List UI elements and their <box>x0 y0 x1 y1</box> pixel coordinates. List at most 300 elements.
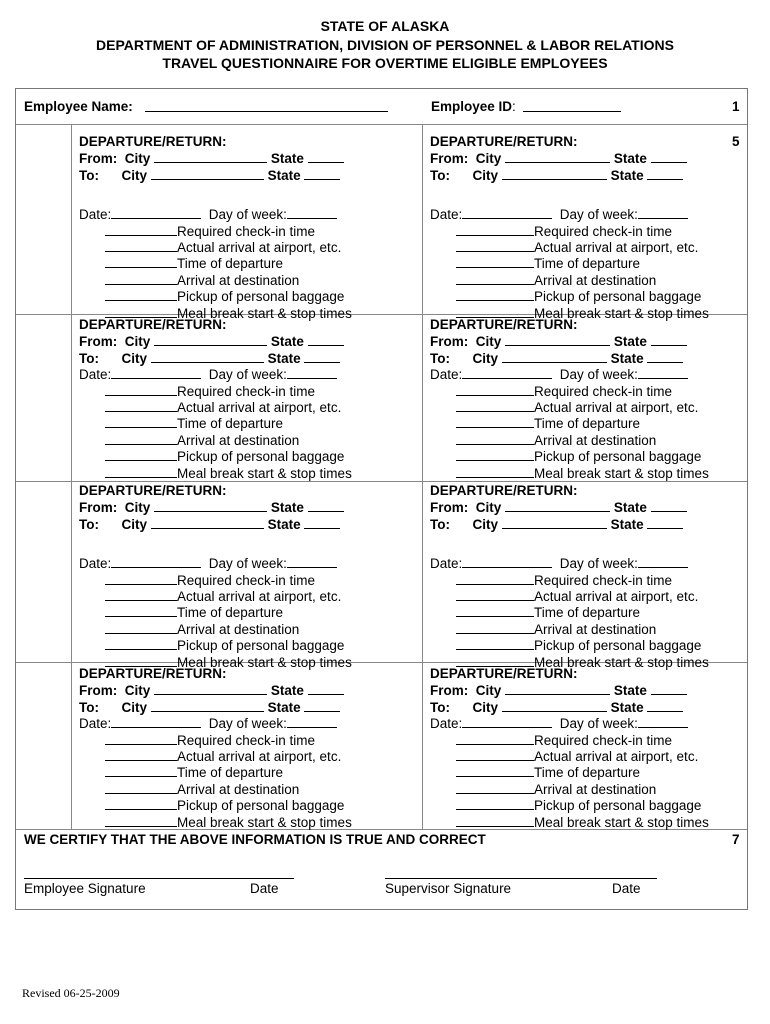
blank-field[interactable] <box>456 399 534 412</box>
blank-field[interactable] <box>456 797 534 810</box>
city-label: City <box>475 334 502 350</box>
trip-item-label: Pickup of personal baggage <box>177 289 345 305</box>
blank-field[interactable] <box>105 305 177 318</box>
blank-field[interactable] <box>308 499 344 512</box>
blank-field[interactable] <box>456 305 534 318</box>
blank-field[interactable] <box>638 206 688 219</box>
divider <box>16 124 747 125</box>
city-label: City <box>121 699 148 715</box>
blank-field[interactable] <box>647 699 683 712</box>
blank-field[interactable] <box>105 255 177 268</box>
trip-item-label: Actual arrival at airport, etc. <box>534 400 699 415</box>
trip-item-label: Pickup of personal baggage <box>534 798 702 814</box>
blank-field[interactable] <box>456 239 534 252</box>
trip-item-line <box>456 272 656 289</box>
blank-field[interactable] <box>462 206 552 219</box>
state-label: State <box>610 516 644 532</box>
blank-field[interactable] <box>505 333 610 346</box>
blank-field[interactable] <box>105 748 177 761</box>
trip-item-label: Required check-in time <box>177 223 316 239</box>
employee-id-field[interactable] <box>523 111 621 112</box>
trip-to-line <box>79 350 340 367</box>
trip-item-line <box>456 781 656 798</box>
trip-item-label: Actual arrival at airport, etc. <box>177 749 342 764</box>
blank-field[interactable] <box>456 604 534 617</box>
blank-field[interactable] <box>304 699 340 712</box>
blank-field[interactable] <box>105 732 177 745</box>
trip-to-line <box>430 350 683 367</box>
trip-heading: DEPARTURE/RETURN: <box>430 666 578 681</box>
trip-item-label: Arrival at destination <box>177 432 300 448</box>
blank-field[interactable] <box>105 383 177 396</box>
blank-field[interactable] <box>111 366 201 379</box>
trip-item-label: Meal break start & stop times <box>177 654 352 670</box>
trip-item-line <box>456 814 709 831</box>
trip-heading: DEPARTURE/RETURN: <box>430 317 578 332</box>
date-label: Date: <box>430 556 463 572</box>
blank-field[interactable] <box>151 167 264 180</box>
city-label: City <box>121 350 148 366</box>
state-label: State <box>613 151 647 167</box>
day-of-week-label: Day of week: <box>559 367 638 383</box>
trip-date-line <box>430 366 688 383</box>
date-label: Date: <box>430 716 463 732</box>
trip-heading: DEPARTURE/RETURN: <box>79 317 227 332</box>
trip-item-line <box>456 621 656 638</box>
blank-field[interactable] <box>456 288 534 301</box>
to-label: To: <box>430 167 450 183</box>
trip-item-label: Required check-in time <box>534 572 673 588</box>
employee-name-field[interactable] <box>145 111 388 112</box>
trip-item-line <box>105 732 315 749</box>
trip-item-label: Arrival at destination <box>177 781 300 797</box>
trip-date-line <box>79 555 337 572</box>
trip-item-line <box>105 255 283 272</box>
trip-item-line <box>456 764 640 781</box>
trip-item-label: Arrival at destination <box>177 621 300 637</box>
column-divider <box>71 124 72 829</box>
trip-from-line <box>430 682 687 699</box>
blank-field[interactable] <box>502 350 607 363</box>
trip-item-label: Meal break start & stop times <box>177 465 352 481</box>
employee-signature-label: Employee Signature <box>24 881 146 896</box>
trip-item-line <box>456 288 701 305</box>
blank-field[interactable] <box>105 797 177 810</box>
blank-field[interactable] <box>151 350 264 363</box>
trip-item-label: Actual arrival at airport, etc. <box>177 239 342 255</box>
trip-item-line <box>105 637 344 654</box>
blank-field[interactable] <box>651 499 687 512</box>
from-label: From: <box>79 334 118 350</box>
blank-field[interactable] <box>308 150 344 163</box>
blank-field[interactable] <box>287 206 337 219</box>
blank-field[interactable] <box>456 621 534 634</box>
trip-item-line <box>105 223 315 240</box>
trip-item-label: Arrival at destination <box>534 781 657 797</box>
blank-field[interactable] <box>456 732 534 745</box>
city-label: City <box>472 350 499 366</box>
supervisor-date-label: Date <box>612 881 641 896</box>
date-label: Date: <box>430 367 463 383</box>
trip-item-label: Required check-in time <box>534 383 673 399</box>
trip-from-line <box>79 333 344 350</box>
from-label: From: <box>430 683 469 699</box>
trip-item-label: Pickup of personal baggage <box>177 798 345 814</box>
trip-item-label: Time of departure <box>534 416 641 432</box>
trip-from-line <box>79 150 344 167</box>
day-of-week-label: Day of week: <box>208 716 287 732</box>
blank-field[interactable] <box>287 715 337 728</box>
day-of-week-label: Day of week: <box>208 367 287 383</box>
trip-item-label: Meal break start & stop times <box>534 465 709 481</box>
employee-name-label: Employee Name: <box>24 99 133 114</box>
trip-item-line <box>456 748 698 765</box>
date-label: Date: <box>79 367 112 383</box>
state-label: State <box>267 516 301 532</box>
trip-item-line <box>456 415 640 432</box>
blank-field[interactable] <box>505 499 610 512</box>
state-label: State <box>613 334 647 350</box>
blank-field[interactable] <box>304 350 340 363</box>
from-label: From: <box>79 500 118 516</box>
blank-field[interactable] <box>151 516 264 529</box>
blank-field[interactable] <box>105 399 177 412</box>
trip-item-label: Meal break start & stop times <box>534 814 709 830</box>
blank-field[interactable] <box>638 715 688 728</box>
blank-field[interactable] <box>111 206 201 219</box>
header-line-3: TRAVEL QUESTIONNAIRE FOR OVERTIME ELIGIBLE EMPLOYEES <box>162 55 608 71</box>
city-label: City <box>475 500 502 516</box>
margin-number-7: 7 <box>732 832 740 847</box>
blank-field[interactable] <box>647 167 683 180</box>
state-label: State <box>270 334 304 350</box>
blank-field[interactable] <box>456 814 534 827</box>
trip-item-line <box>456 604 640 621</box>
city-label: City <box>475 683 502 699</box>
date-label: Date: <box>79 207 112 223</box>
blank-field[interactable] <box>456 572 534 585</box>
trip-to-line <box>430 516 683 533</box>
trip-from-line <box>430 333 687 350</box>
trip-item-label: Meal break start & stop times <box>177 305 352 321</box>
trip-to-line <box>79 699 340 716</box>
state-label: State <box>613 683 647 699</box>
employee-date-label: Date <box>250 881 279 896</box>
state-label: State <box>610 350 644 366</box>
blank-field[interactable] <box>105 415 177 428</box>
trip-item-line <box>105 383 315 400</box>
trip-heading: DEPARTURE/RETURN: <box>79 134 227 149</box>
state-label: State <box>613 500 647 516</box>
trip-item-line <box>456 432 656 449</box>
trip-date-line <box>430 206 688 223</box>
city-label: City <box>124 334 151 350</box>
blank-field[interactable] <box>456 781 534 794</box>
blank-field[interactable] <box>462 555 552 568</box>
header-line-2: DEPARTMENT OF ADMINISTRATION, DIVISION OF PERSONNEL & LABOR RELATIONS <box>96 37 674 53</box>
revised-date: Revised 06-25-2009 <box>22 986 120 1000</box>
day-of-week-label: Day of week: <box>559 716 638 732</box>
blank-field[interactable] <box>651 150 687 163</box>
blank-field[interactable] <box>456 448 534 461</box>
blank-field[interactable] <box>105 272 177 285</box>
trip-item-label: Pickup of personal baggage <box>534 638 702 654</box>
trip-from-line <box>430 150 687 167</box>
blank-field[interactable] <box>456 465 534 478</box>
trip-item-line <box>105 432 299 449</box>
state-label: State <box>270 683 304 699</box>
trip-heading: DEPARTURE/RETURN: <box>430 483 578 498</box>
supervisor-signature-label: Supervisor Signature <box>385 881 512 896</box>
blank-field[interactable] <box>502 167 607 180</box>
trip-from-line <box>430 499 687 516</box>
trip-item-label: Actual arrival at airport, etc. <box>534 749 699 764</box>
from-label: From: <box>79 151 118 167</box>
blank-field[interactable] <box>456 764 534 777</box>
day-of-week-label: Day of week: <box>559 556 638 572</box>
from-label: From: <box>430 334 469 350</box>
blank-field[interactable] <box>462 366 552 379</box>
blank-field[interactable] <box>105 764 177 777</box>
trip-item-line <box>105 764 283 781</box>
trip-item-label: Required check-in time <box>534 732 673 748</box>
trip-item-line <box>456 637 701 654</box>
blank-field[interactable] <box>287 555 337 568</box>
blank-field[interactable] <box>105 465 177 478</box>
day-of-week-label: Day of week: <box>559 207 638 223</box>
blank-field[interactable] <box>456 748 534 761</box>
trip-from-line <box>79 682 344 699</box>
trip-item-line <box>456 255 640 272</box>
to-label: To: <box>430 699 450 715</box>
city-label: City <box>472 699 499 715</box>
city-label: City <box>124 151 151 167</box>
blank-field[interactable] <box>154 682 267 695</box>
trip-item-label: Time of departure <box>177 416 284 432</box>
blank-field[interactable] <box>287 366 337 379</box>
trip-item-label: Time of departure <box>177 605 284 621</box>
blank-field[interactable] <box>651 682 687 695</box>
blank-field[interactable] <box>105 588 177 601</box>
trip-item-line <box>456 732 672 749</box>
trip-item-line <box>105 781 299 798</box>
state-label: State <box>610 167 644 183</box>
trip-item-line <box>105 604 283 621</box>
state-label: State <box>267 699 301 715</box>
trip-item-label: Meal break start & stop times <box>534 305 709 321</box>
blank-field[interactable] <box>456 415 534 428</box>
day-of-week-label: Day of week: <box>208 556 287 572</box>
trip-item-line <box>456 572 672 589</box>
trip-item-line <box>105 621 299 638</box>
blank-field[interactable] <box>456 223 534 236</box>
from-label: From: <box>79 683 118 699</box>
trip-item-label: Arrival at destination <box>534 272 657 288</box>
trip-date-line <box>430 555 688 572</box>
trip-item-label: Meal break start & stop times <box>534 654 709 670</box>
trip-item-line <box>456 588 698 605</box>
blank-field[interactable] <box>308 333 344 346</box>
trip-item-line <box>105 415 283 432</box>
blank-field[interactable] <box>308 682 344 695</box>
trip-item-line <box>105 239 341 256</box>
blank-field[interactable] <box>638 555 688 568</box>
city-label: City <box>121 516 148 532</box>
trip-item-line <box>105 399 341 416</box>
date-label: Date: <box>79 556 112 572</box>
city-label: City <box>124 683 151 699</box>
blank-field[interactable] <box>105 288 177 301</box>
blank-field[interactable] <box>304 167 340 180</box>
trip-item-line <box>456 399 698 416</box>
blank-field[interactable] <box>456 432 534 445</box>
blank-field[interactable] <box>304 516 340 529</box>
trip-item-label: Meal break start & stop times <box>177 814 352 830</box>
trip-item-label: Time of departure <box>534 256 641 272</box>
blank-field[interactable] <box>456 637 534 650</box>
state-label: State <box>270 500 304 516</box>
trip-item-label: Required check-in time <box>177 383 316 399</box>
trip-item-line <box>456 383 672 400</box>
trip-item-label: Time of departure <box>177 765 284 781</box>
column-divider <box>422 124 423 829</box>
city-label: City <box>472 516 499 532</box>
trip-item-line <box>456 239 698 256</box>
blank-field[interactable] <box>105 781 177 794</box>
trip-date-line <box>79 715 337 732</box>
trip-item-line <box>105 748 341 765</box>
blank-field[interactable] <box>111 715 201 728</box>
blank-field[interactable] <box>456 588 534 601</box>
trip-item-line <box>456 223 672 240</box>
to-label: To: <box>79 699 99 715</box>
trip-item-label: Required check-in time <box>177 732 316 748</box>
date-label: Date: <box>430 207 463 223</box>
trip-item-line <box>105 272 299 289</box>
employee-id-label: Employee ID: <box>431 99 516 114</box>
city-label: City <box>124 500 151 516</box>
trip-date-line <box>79 206 337 223</box>
trip-date-line <box>430 715 688 732</box>
blank-field[interactable] <box>151 699 264 712</box>
trip-heading: DEPARTURE/RETURN: <box>430 134 578 149</box>
trip-item-line <box>456 465 709 482</box>
from-label: From: <box>430 151 469 167</box>
trip-item-label: Pickup of personal baggage <box>177 638 345 654</box>
state-label: State <box>267 350 301 366</box>
blank-field[interactable] <box>502 699 607 712</box>
to-label: To: <box>79 350 99 366</box>
trip-item-label: Arrival at destination <box>177 272 300 288</box>
trip-item-label: Actual arrival at airport, etc. <box>534 239 699 255</box>
state-label: State <box>267 167 301 183</box>
blank-field[interactable] <box>105 572 177 585</box>
city-label: City <box>475 151 502 167</box>
city-label: City <box>472 167 499 183</box>
trip-item-label: Arrival at destination <box>534 432 657 448</box>
date-label: Date: <box>79 716 112 732</box>
blank-field[interactable] <box>154 333 267 346</box>
blank-field[interactable] <box>154 499 267 512</box>
trip-heading: DEPARTURE/RETURN: <box>79 483 227 498</box>
margin-number-1: 1 <box>732 99 740 114</box>
trip-item-line <box>456 448 701 465</box>
blank-field[interactable] <box>111 555 201 568</box>
trip-item-label: Required check-in time <box>534 223 673 239</box>
trip-item-line <box>105 814 352 831</box>
trip-item-line <box>456 797 701 814</box>
blank-field[interactable] <box>456 272 534 285</box>
trip-heading: DEPARTURE/RETURN: <box>79 666 227 681</box>
blank-field[interactable] <box>105 814 177 827</box>
trip-item-label: Time of departure <box>534 605 641 621</box>
blank-field[interactable] <box>105 621 177 634</box>
trip-item-label: Required check-in time <box>177 572 316 588</box>
state-label: State <box>610 699 644 715</box>
blank-field[interactable] <box>462 715 552 728</box>
trip-item-line <box>105 797 344 814</box>
blank-field[interactable] <box>154 150 267 163</box>
employee-signature-line[interactable] <box>24 878 294 879</box>
from-label: From: <box>430 500 469 516</box>
day-of-week-label: Day of week: <box>208 207 287 223</box>
blank-field[interactable] <box>638 366 688 379</box>
blank-field[interactable] <box>502 516 607 529</box>
trip-item-label: Actual arrival at airport, etc. <box>534 588 699 604</box>
blank-field[interactable] <box>505 150 610 163</box>
blank-field[interactable] <box>105 637 177 650</box>
blank-field[interactable] <box>456 383 534 396</box>
trip-item-label: Pickup of personal baggage <box>177 449 345 465</box>
trip-item-line <box>105 448 344 465</box>
blank-field[interactable] <box>647 516 683 529</box>
trip-to-line <box>430 167 683 184</box>
header-line-1: STATE OF ALASKA <box>320 18 450 34</box>
city-label: City <box>121 167 148 183</box>
blank-field[interactable] <box>456 654 534 667</box>
blank-field[interactable] <box>105 239 177 252</box>
trip-item-line <box>105 572 315 589</box>
blank-field[interactable] <box>456 255 534 268</box>
trip-item-line <box>105 465 352 482</box>
trip-date-line <box>79 366 337 383</box>
blank-field[interactable] <box>105 223 177 236</box>
trip-item-label: Arrival at destination <box>534 621 657 637</box>
trip-item-line <box>105 288 344 305</box>
to-label: To: <box>430 350 450 366</box>
blank-field[interactable] <box>651 333 687 346</box>
supervisor-signature-line[interactable] <box>385 878 657 879</box>
trip-item-label: Pickup of personal baggage <box>534 449 702 465</box>
to-label: To: <box>430 516 450 532</box>
blank-field[interactable] <box>105 432 177 445</box>
blank-field[interactable] <box>505 682 610 695</box>
certify-statement: WE CERTIFY THAT THE ABOVE INFORMATION IS TRUE AND CORRECT <box>24 832 486 847</box>
trip-item-label: Actual arrival at airport, etc. <box>177 400 342 415</box>
state-label: State <box>270 151 304 167</box>
blank-field[interactable] <box>105 604 177 617</box>
trip-to-line <box>79 516 340 533</box>
trip-item-label: Actual arrival at airport, etc. <box>177 588 342 604</box>
trip-to-line <box>430 699 683 716</box>
trip-item-label: Time of departure <box>177 256 284 272</box>
blank-field[interactable] <box>647 350 683 363</box>
margin-number-5: 5 <box>732 134 740 149</box>
to-label: To: <box>79 167 99 183</box>
trip-to-line <box>79 167 340 184</box>
blank-field[interactable] <box>105 448 177 461</box>
blank-field[interactable] <box>105 654 177 667</box>
